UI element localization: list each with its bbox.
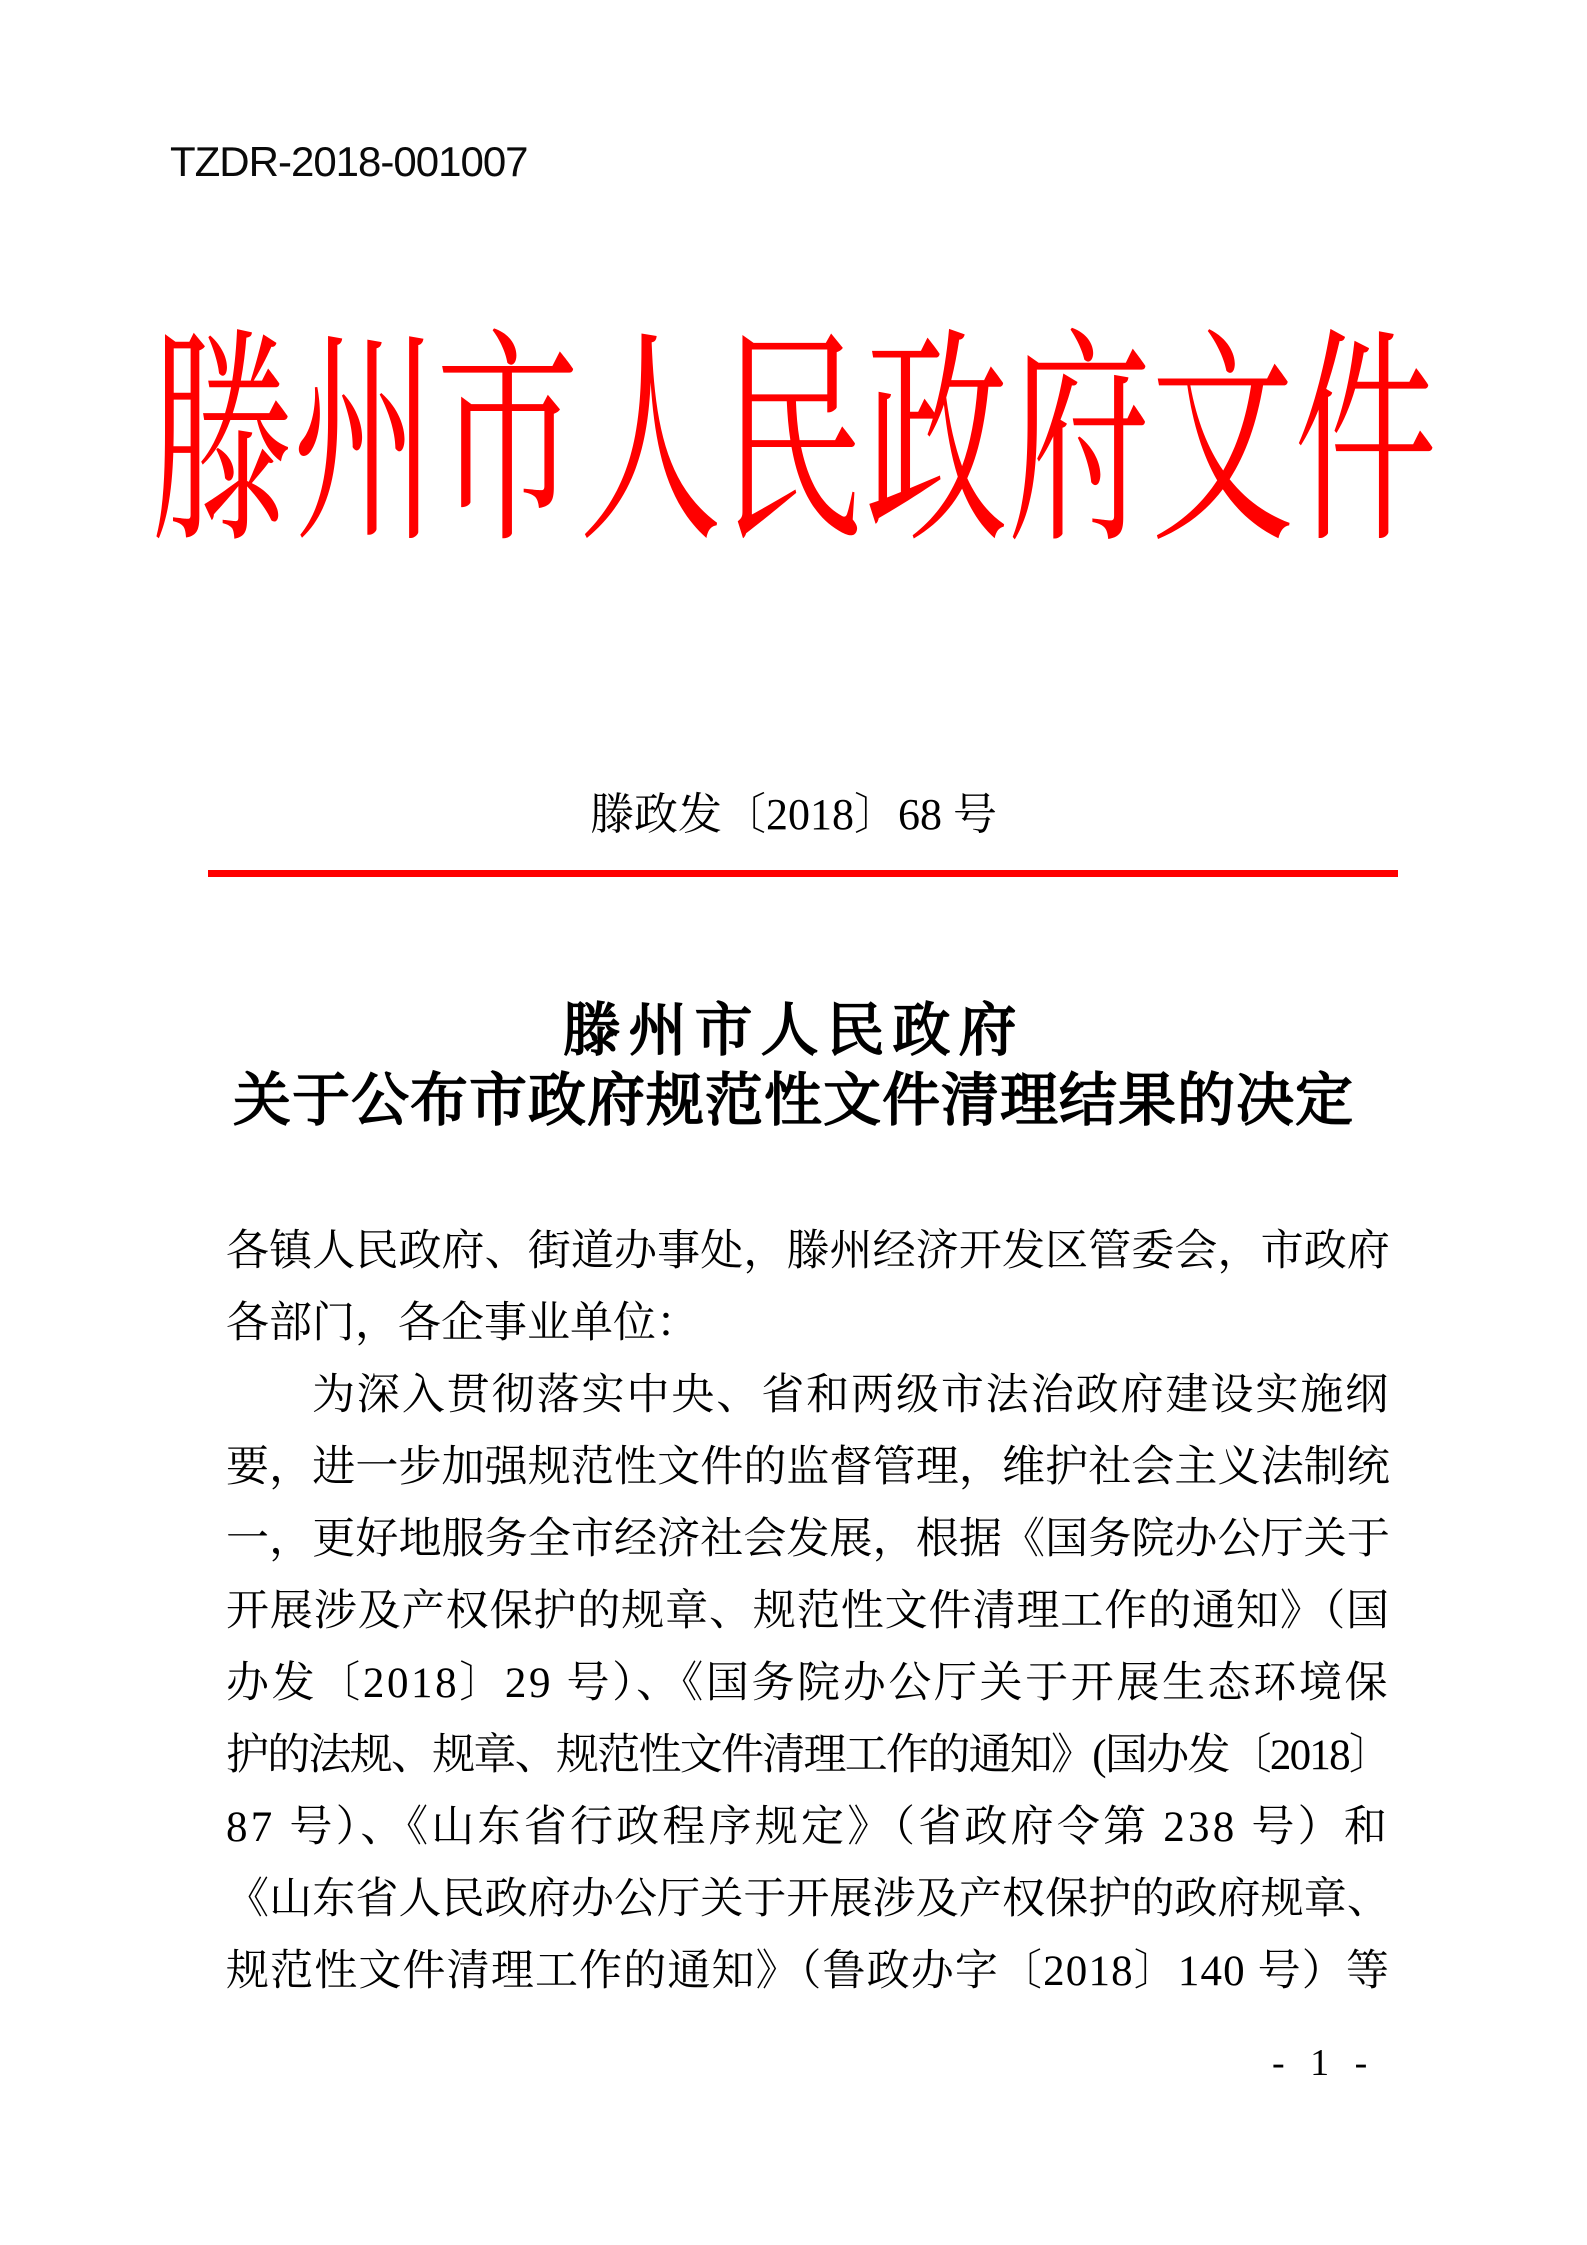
- body-line: [226, 1576, 1390, 1648]
- doc-code: TZDR-2018-001007: [170, 138, 528, 185]
- body-line-text: 一，更好地服务全市经济社会发展，根据《国务院办公厅关于: [226, 1516, 1390, 1563]
- document-title-line1: 滕州市人民政府: [562, 998, 1025, 1063]
- document-title-line2: 关于公布市政府规范性文件清理结果的决定: [232, 1068, 1354, 1133]
- body-line: [226, 1936, 1390, 2008]
- body-line-text: 办发〔2018〕29 号）、《国务院办公厅关于开展生态环境保: [226, 1660, 1391, 1707]
- body-line: [226, 1432, 1390, 1504]
- body-line-text: 护的法规、规章、规范性文件清理工作的通知》(国办发〔2018〕: [226, 1732, 1391, 1779]
- body-line-text: 要，进一步加强规范性文件的监督管理，维护社会主义法制统: [226, 1444, 1390, 1491]
- body-line: [226, 1504, 1390, 1576]
- body-text: [226, 1216, 1390, 2008]
- masthead-rule: [208, 870, 1398, 877]
- body-line-text: 规范性文件清理工作的通知》（鲁政办字〔2018〕140 号）等: [226, 1948, 1391, 1995]
- masthead-title: 滕州市人民政府文件: [150, 317, 1437, 570]
- body-line-text: 各镇人民政府、街道办事处，滕州经济开发区管委会，市政府: [226, 1228, 1390, 1275]
- body-line-text: 开展涉及产权保护的规章、规范性文件清理工作的通知》（国: [226, 1588, 1391, 1635]
- body-line: [226, 1648, 1390, 1720]
- body-line: [226, 1216, 1390, 1288]
- document-title: [0, 996, 1587, 1136]
- body-line: [226, 1360, 1390, 1432]
- body-line-text: 为深入贯彻落实中央、省和两级市法治政府建设实施纲: [312, 1372, 1391, 1419]
- doc-number: 滕政发〔2018〕68 号: [590, 790, 997, 839]
- body-line: [226, 1792, 1390, 1864]
- body-line: [226, 1864, 1390, 1936]
- body-line: [226, 1720, 1390, 1792]
- body-line-text: 87 号）、《山东省行政程序规定》（省政府令第 238 号）和: [226, 1804, 1391, 1851]
- page-number: - 1 -: [1272, 2042, 1376, 2084]
- body-line: [226, 1288, 1390, 1360]
- body-line-text: 各部门，各企事业单位：: [226, 1300, 699, 1347]
- body-line-text: 《山东省人民政府办公厅关于开展涉及产权保护的政府规章、: [226, 1876, 1390, 1923]
